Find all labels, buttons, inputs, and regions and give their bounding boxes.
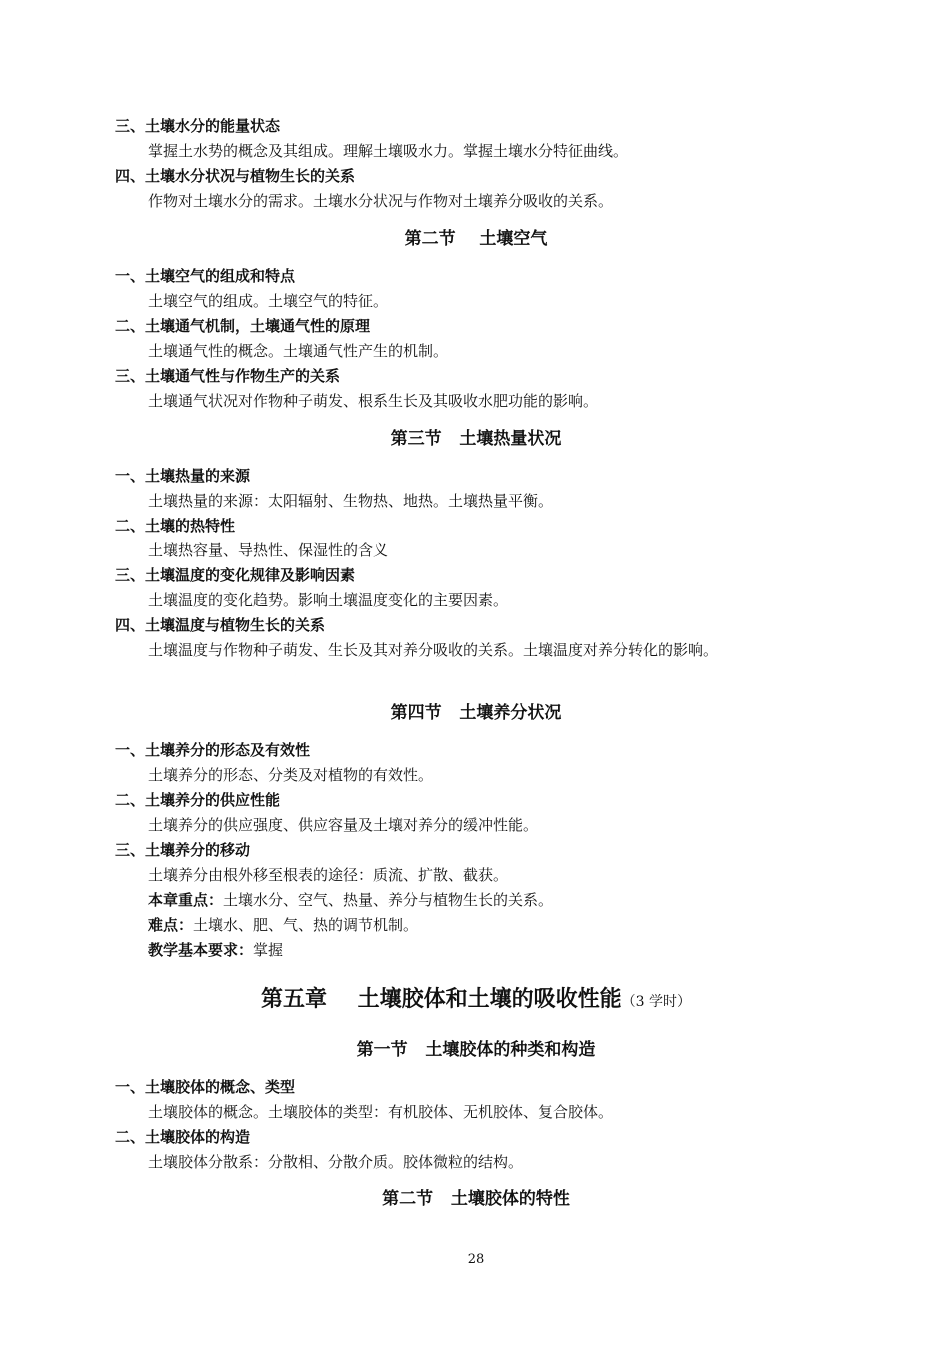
subsection-heading: 一、土壤热量的来源: [115, 467, 251, 485]
subsection-heading: 二、土壤的热特性: [115, 517, 236, 535]
chapter-title-text: 第五章 土壤胶体和土壤的吸收性能: [261, 987, 622, 1012]
section-title: 第一节 土壤胶体的种类和构造: [356, 1040, 596, 1060]
paragraph: 土壤通气状况对作物种子萌发、根系生长及其吸收水肥功能的影响。: [148, 392, 599, 410]
paragraph: 作物对土壤水分的需求。土壤水分状况与作物对土壤养分吸收的关系。: [148, 192, 614, 210]
subsection-heading: 三、土壤通气性与作物生产的关系: [115, 367, 341, 385]
subsection-heading: 四、土壤温度与植物生长的关系: [115, 616, 326, 634]
chapter-title: [0, 986, 952, 1016]
section-title: 第四节 土壤养分状况: [390, 703, 562, 723]
teaching-requirements-label: 教学基本要求：: [148, 941, 254, 959]
paragraph: 土壤养分的供应强度、供应容量及土壤对养分的缓冲性能。: [148, 816, 539, 834]
subsection-heading: 三、土壤养分的移动: [115, 841, 251, 859]
chapter-hours: （3 学时）: [621, 994, 691, 1010]
key-points-label: 本章重点：: [148, 891, 224, 909]
subsection-heading: 一、土壤空气的组成和特点: [115, 267, 296, 285]
paragraph: 土壤胶体分散系：分散相、分散介质。胶体微粒的结构。: [148, 1153, 524, 1171]
paragraph: 土壤热容量、导热性、保湿性的含义: [148, 541, 389, 559]
page-number: 28: [467, 1252, 485, 1267]
subsection-heading: 四、土壤水分状况与植物生长的关系: [115, 167, 356, 185]
subsection-heading: 二、土壤胶体的构造: [115, 1128, 251, 1146]
paragraph: 土壤空气的组成。土壤空气的特征。: [148, 292, 389, 310]
subsection-heading: 一、土壤养分的形态及有效性: [115, 741, 311, 759]
paragraph: 土壤养分由根外移至根表的途径：质流、扩散、截获。: [148, 866, 509, 884]
subsection-heading: 一、土壤胶体的概念、类型: [115, 1078, 296, 1096]
paragraph: 土壤通气性的概念。土壤通气性产生的机制。: [148, 342, 449, 360]
subsection-heading: 二、土壤通气机制，土壤通气性的原理: [115, 317, 371, 335]
section-title: 第二节 土壤胶体的特性: [382, 1189, 570, 1209]
subsection-heading: 三、土壤水分的能量状态: [115, 117, 281, 135]
subsection-heading: 三、土壤温度的变化规律及影响因素: [115, 566, 356, 584]
section-title: 第三节 土壤热量状况: [390, 429, 562, 449]
teaching-requirements-text: 掌握: [253, 941, 284, 959]
key-points: [148, 890, 553, 910]
key-points-text: 土壤水分、空气、热量、养分与植物生长的关系。: [223, 891, 554, 909]
paragraph: 土壤热量的来源：太阳辐射、生物热、地热。土壤热量平衡。: [148, 492, 554, 510]
difficulties-label: 难点：: [148, 916, 194, 934]
paragraph: 土壤温度与作物种子萌发、生长及其对养分吸收的关系。土壤温度对养分转化的影响。: [148, 641, 719, 659]
section-title: 第二节 土壤空气: [404, 229, 548, 249]
paragraph: 土壤温度的变化趋势。影响土壤温度变化的主要因素。: [148, 591, 509, 609]
paragraph: 掌握土水势的概念及其组成。理解土壤吸水力。掌握土壤水分特征曲线。: [148, 142, 629, 160]
difficulties: [148, 915, 418, 935]
teaching-requirements: [148, 940, 283, 960]
paragraph: 土壤胶体的概念。土壤胶体的类型：有机胶体、无机胶体、复合胶体。: [148, 1103, 614, 1121]
subsection-heading: 二、土壤养分的供应性能: [115, 791, 281, 809]
difficulties-text: 土壤水、肥、气、热的调节机制。: [193, 916, 419, 934]
paragraph: 土壤养分的形态、分类及对植物的有效性。: [148, 766, 434, 784]
